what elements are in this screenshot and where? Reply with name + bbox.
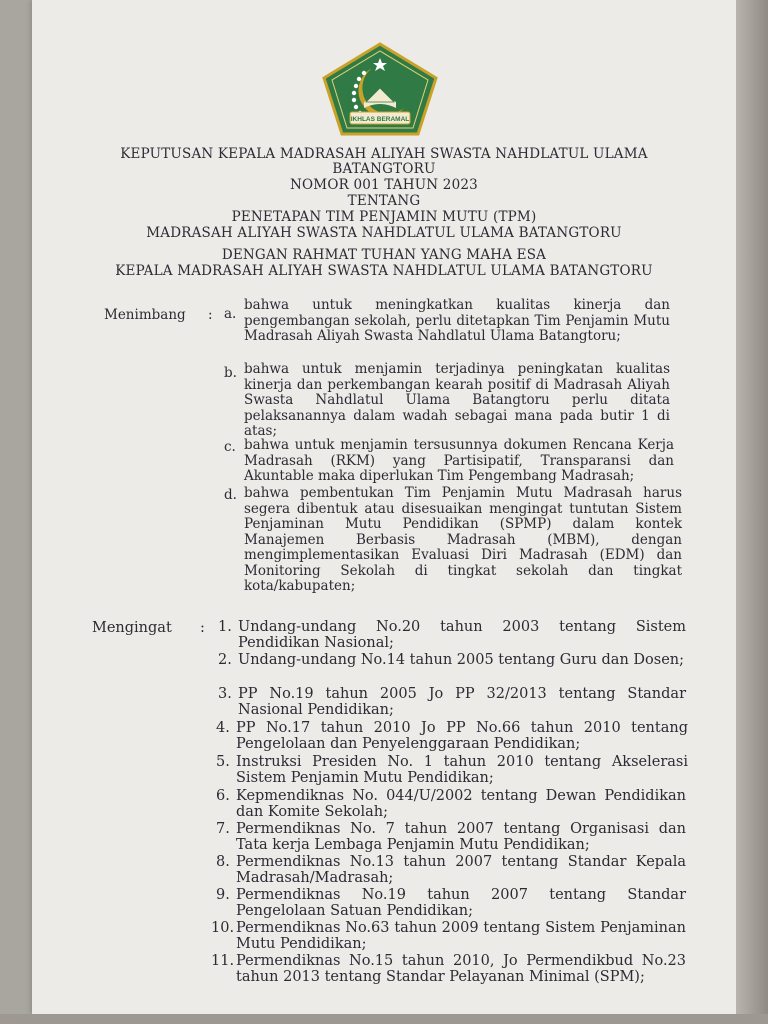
item-marker: b.	[224, 365, 237, 381]
item-marker: 9.	[216, 887, 230, 903]
page-edge-shadow	[736, 0, 768, 1024]
item-marker: 3.	[218, 686, 232, 702]
item-text: Instruksi Presiden No. 1 tahun 2010 tentang Akselerasi Sistem Penjamin Mutu Pendidikan;	[236, 754, 688, 786]
kemenag-emblem-icon	[320, 42, 440, 136]
item-text: Permendiknas No.63 tahun 2009 tentang Sistem Penjaminan Mutu Pendidikan;	[236, 920, 686, 952]
item-marker: c.	[224, 439, 236, 455]
item-marker: 4.	[216, 720, 230, 736]
decree-subject-line-2: MADRASAH ALIYAH SWASTA NAHDLATUL ULAMA BATANGTORU	[146, 225, 622, 241]
document-page	[32, 0, 736, 1014]
decree-number: NOMOR 001 TAHUN 2023	[290, 177, 478, 193]
item-text: Permendiknas No.13 tahun 2007 tentang Standar Kepala Madrasah/Madrasah;	[236, 854, 686, 886]
item-text: PP No.19 tahun 2005 Jo PP 32/2013 tentang Standar Nasional Pendidikan;	[238, 686, 686, 718]
item-marker: 7.	[216, 821, 230, 837]
page-bottom-shadow	[0, 1014, 768, 1024]
item-marker: 1.	[218, 619, 232, 635]
decree-title-line-1: KEPUTUSAN KEPALA MADRASAH ALIYAH SWASTA NAHDLATUL ULAMA	[120, 146, 648, 162]
item-text: Undang-undang No.20 tahun 2003 tentang Sistem Pendidikan Nasional;	[238, 619, 686, 651]
decree-about: TENTANG	[347, 193, 421, 209]
decree-title-line-2: BATANGTORU	[332, 161, 436, 177]
item-marker: 5.	[216, 754, 230, 770]
item-text: Permendiknas No. 7 tahun 2007 tentang Organisasi dan Tata kerja Lembaga Penjamin Mutu Pendidikan;	[236, 821, 686, 853]
item-text: bahwa untuk menjamin tersusunnya dokumen Rencana Kerja Madrasah (RKM) yang Partisipatif, Transparansi dan Akuntable maka diperlukan Tim Pengembang Madrasah;	[244, 437, 674, 484]
item-text: bahwa untuk meningkatkan kualitas kinerja dan pengembangan sekolah, perlu ditetapkan Tim Penjamin Mutu Madrasah Aliyah Swasta Nahdlatul Ulama Batangtoru;	[244, 297, 670, 344]
logo-banner-text: IKHLAS BERAMAL	[350, 116, 410, 123]
decree-head-line: KEPALA MADRASAH ALIYAH SWASTA NAHDLATUL ULAMA BATANGTORU	[115, 263, 653, 279]
item-text: Permendiknas No.19 tahun 2007 tentang Standar Pengelolaan Satuan Pendidikan;	[236, 887, 686, 919]
mengingat-colon: :	[200, 620, 205, 636]
decree-subject-line-1: PENETAPAN TIM PENJAMIN MUTU (TPM)	[231, 209, 537, 225]
mengingat-label: Mengingat	[92, 620, 172, 636]
item-text: Kepmendiknas No. 044/U/2002 tentang Dewan Pendidikan dan Komite Sekolah;	[236, 788, 686, 820]
item-marker: d.	[224, 487, 237, 503]
item-marker: 2.	[218, 652, 232, 668]
item-marker: 6.	[216, 788, 230, 804]
item-text: PP No.17 tahun 2010 Jo PP No.66 tahun 2010 tentang Pengelolaan dan Penyelenggaraan Pendidikan;	[236, 720, 688, 752]
item-marker: 8.	[216, 854, 230, 870]
item-text: Undang-undang No.14 tahun 2005 tentang Guru dan Dosen;	[238, 652, 685, 668]
menimbang-colon: :	[208, 307, 213, 323]
decree-grace-line: DENGAN RAHMAT TUHAN YANG MAHA ESA	[221, 247, 547, 263]
menimbang-label: Menimbang	[104, 307, 186, 323]
item-marker: 11.	[211, 953, 235, 969]
item-marker: a.	[224, 306, 237, 322]
item-marker: 10.	[211, 920, 235, 936]
item-text: bahwa pembentukan Tim Penjamin Mutu Madrasah harus segera dibentuk atau disesuaikan mengingat tuntutan Sistem Penjaminan Mutu Pendidikan (SPMP) dalam kontek Manajemen Berbasis Madrasah (MBM), dengan mengimplementasikan Evaluasi Diri Madrasah (EDM) dan Monitoring Sekolah di tingkat sekolah dan tingkat kota/kabupaten;	[244, 485, 682, 594]
item-text: Permendiknas No.15 tahun 2010, Jo Permendikbud No.23 tahun 2013 tentang Standar Pelayanan Minimal (SPM);	[236, 953, 686, 985]
item-text: bahwa untuk menjamin terjadinya peningkatan kualitas kinerja dan perkembangan kearah positif di Madrasah Aliyah Swasta Nahdlatul Ulama Batangtoru perlu ditata pelaksanannya dalam wadah sebagai mana pada butir 1 di atas;	[244, 361, 670, 439]
